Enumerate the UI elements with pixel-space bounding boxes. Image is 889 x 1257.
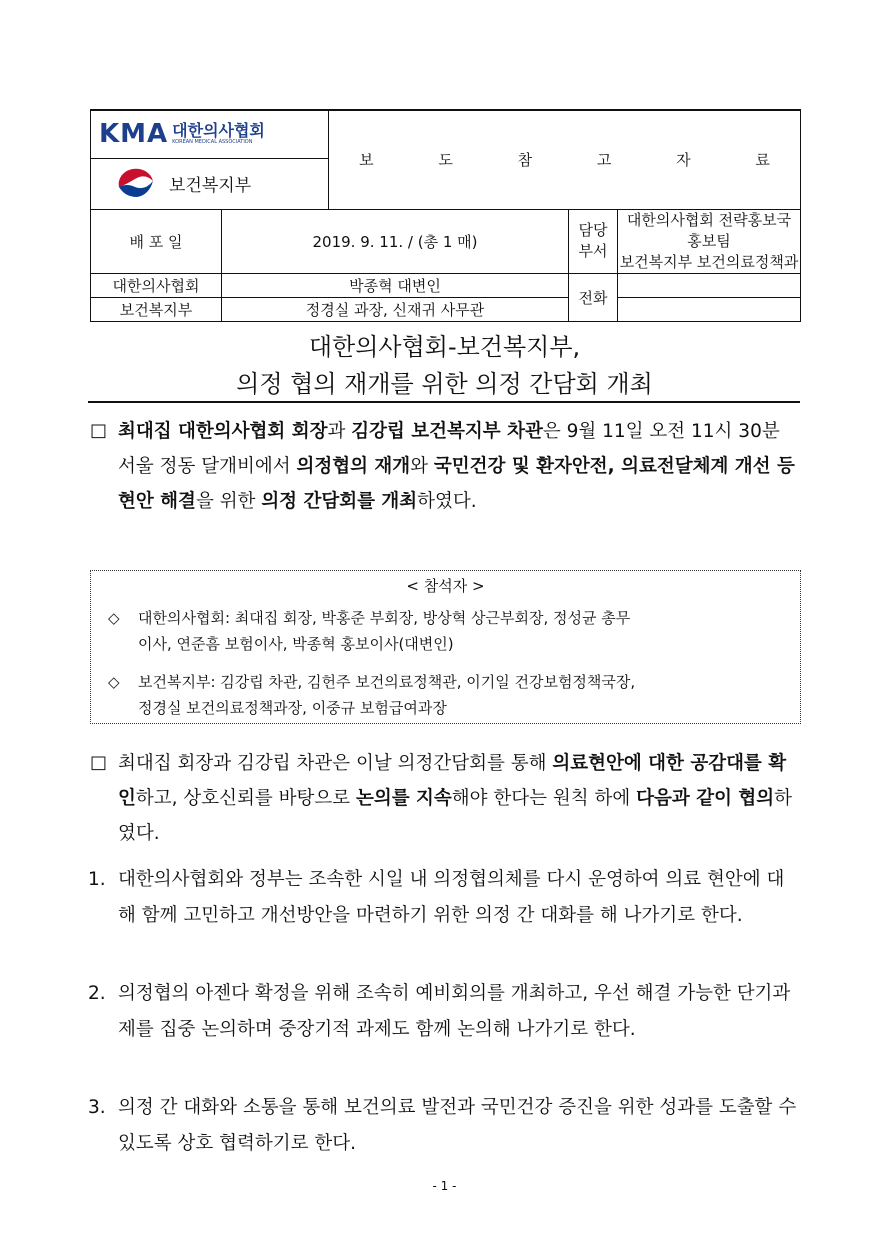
para1-marker: □: [90, 420, 108, 441]
kma-sub: KOREAN MEDICAL ASSOCIATION: [172, 139, 253, 146]
para1-text: 와: [410, 456, 434, 477]
release-label: 배 포 일: [91, 209, 222, 273]
mohw-logo-cell: [91, 158, 329, 209]
para1-kma-president: 최대집 대한의사협회 회장: [118, 421, 328, 442]
item-2-text: 의정협의 아젠다 확정을 위해 조속히 예비회의를 개최하고, 우선 해결 가능한 단기과제를 집중 논의하며 중장기적 과제도 함께 논의해 나가기로 한다.: [118, 983, 791, 1040]
para1-bold: 의정 간담회를 개최: [261, 491, 418, 512]
org2-label: 보건복지부: [91, 297, 222, 321]
para2-text: 해야 한다는 원칙 하에: [451, 788, 637, 809]
kma-logo-cell: [91, 110, 329, 158]
kma-name: 대한의사협회: [172, 121, 265, 141]
phone-value-2: [618, 297, 801, 321]
para2-bold: 다음과 같이 협의: [636, 788, 775, 809]
item-1-text: 대한의사협회와 정부는 조속한 시일 내 의정협의체를 다시 운영하여 의료 현안에 대해 함께 고민하고 개선방안을 마련하기 위한 의정 간 대화를 해 나가기로 한다.: [118, 869, 785, 926]
attendee-mohw-line1: 보건복지부: 김강립 차관, 김헌주 보건의료정책관, 이기일 건강보험정책국장,: [138, 673, 636, 691]
taegeuk-icon: [115, 167, 157, 201]
para2-bold: 의료현안에 대한 공감대를 확인: [118, 753, 787, 809]
para1-text: 하였다.: [417, 491, 477, 512]
doc-type-title: 보 도 참 고 자 료: [329, 110, 801, 209]
para1-text: 을 위한: [195, 491, 262, 512]
kma-logo-icon: KMA: [99, 119, 169, 150]
org2-contact: 정경실 과장, 신재귀 사무관: [222, 297, 569, 321]
page-number: - 1 -: [432, 1179, 457, 1193]
dept-line-kma: 대한의사협회 전략홍보국 홍보팀: [626, 210, 792, 250]
paragraph-1: [118, 414, 800, 519]
org1-label: 대한의사협회: [91, 273, 222, 297]
dept-line-mohw: 보건복지부 보건의료정책과: [619, 252, 799, 271]
para2-text: 최대집 회장과 김강립 차관은 이날 의정간담회를 통해: [118, 753, 553, 774]
item-3-number: 3.: [88, 1097, 106, 1118]
para2-marker: □: [90, 752, 108, 773]
para1-text: 은 9월 11일 오전 11시 30분 서울 정동 달개비에서: [118, 421, 780, 477]
para2-text: 하고, 상호신뢰를 바탕으로: [135, 788, 356, 809]
dept-cell: [618, 209, 801, 273]
dept-label: 담당 부서: [569, 209, 618, 273]
release-value: 2019. 9. 11. / (총 1 매): [222, 209, 569, 273]
diamond-bullet-icon: ◇: [108, 673, 120, 691]
org1-contact: 박종혁 대변인: [222, 273, 569, 297]
title-divider: [88, 401, 800, 403]
item-1-number: 1.: [88, 869, 106, 890]
diamond-bullet-icon: ◇: [108, 609, 120, 627]
attendee-mohw-line2: 정경실 보건의료정책과장, 이중규 보험급여과장: [138, 699, 447, 717]
para1-bold: 의정협의 재개: [296, 456, 411, 477]
headline-line-2: 의정 협의 재개를 위한 의정 간담회 개최: [236, 370, 653, 398]
para1-vice-minister: 김강립 보건복지부 차관: [351, 421, 543, 442]
paragraph-2: [118, 746, 800, 851]
headline-line-1: 대한의사협회-보건복지부,: [308, 333, 581, 361]
item-3-text: 의정 간 대화와 소통을 통해 보건의료 발전과 국민건강 증진을 위한 성과를 도출할 수 있도록 상호 협력하기로 한다.: [118, 1097, 797, 1154]
para2-bold: 논의를 지속: [355, 788, 452, 809]
phone-label: 전화: [569, 273, 618, 321]
para1-bold: 국민건강 및 환자안전, 의료전달체계 개선 등 현안 해결: [118, 456, 795, 512]
para2-text: 하였다.: [118, 788, 793, 844]
attendee-kma-line1: 대한의사협회: 최대집 회장, 박홍준 부회장, 방상혁 상근부회장, 정성균 총무: [138, 609, 631, 627]
item-2-number: 2.: [88, 983, 106, 1004]
para1-text: 과: [327, 421, 352, 442]
attendee-kma-line2: 이사, 연준흠 보험이사, 박종혁 홍보이사(대변인): [138, 635, 454, 653]
mohw-name: 보건복지부: [169, 176, 252, 196]
attendees-heading: < 참석자 >: [406, 577, 485, 595]
header-table: [90, 109, 801, 322]
phone-value-1: [618, 273, 801, 297]
attendees-box: [90, 570, 801, 724]
